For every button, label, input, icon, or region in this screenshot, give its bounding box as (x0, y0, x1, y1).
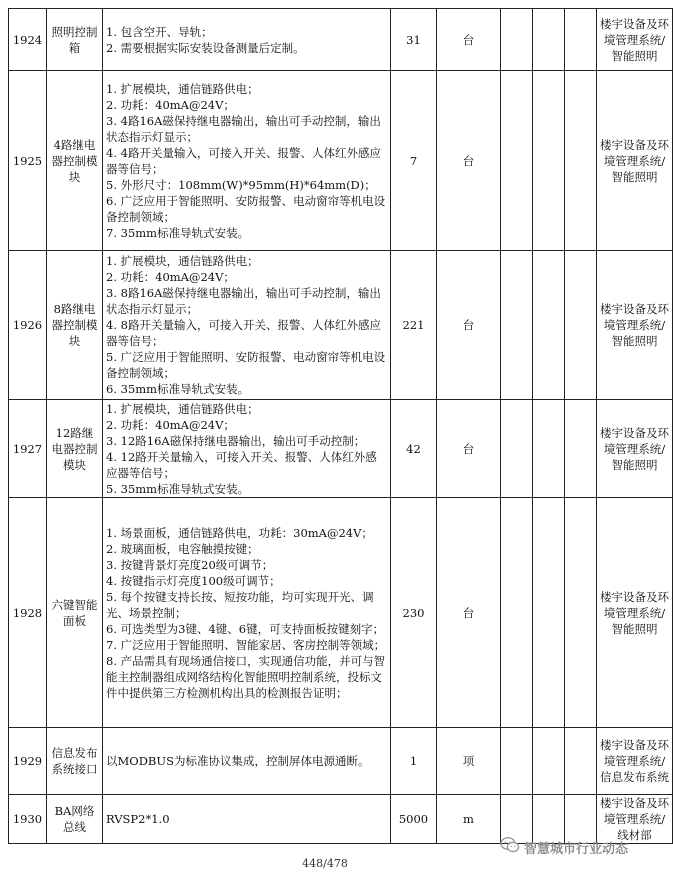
item-description (103, 400, 391, 498)
quantity: 221 (391, 251, 437, 400)
description-line: 4. 12路开关量输入，可接入开关、报警、人体红外感应器等信号； (106, 449, 377, 480)
description-line: 6. 可选类型为3键、4键、6键，可支持面板按键刻字； (106, 621, 385, 636)
watermark-text: 智慧城市行业动态 (523, 841, 628, 857)
category: 楼宇设备及环境管理系统/智能照明 (597, 71, 673, 251)
quantity: 1 (391, 728, 437, 795)
category: 楼宇设备及环境管理系统/智能照明 (597, 400, 673, 498)
row-number: 1930 (9, 795, 47, 844)
description-line: 7. 35mm标准导轨式安装。 (106, 225, 250, 240)
page-number: 448/478 (302, 857, 348, 870)
description-line: 5. 每个按键支持长按、短按功能，均可实现开光、调光、场景控制； (106, 589, 374, 620)
quantity: 31 (391, 9, 437, 71)
description-line: 2. 功耗：40mA@24V； (106, 270, 235, 284)
description-line: 5. 35mm标准导轨式安装。 (106, 481, 250, 496)
empty-cell (501, 71, 533, 251)
description-line: 6. 广泛应用于智能照明、安防报警、电动窗帘等机电设备控制领域； (106, 193, 386, 224)
item-description (103, 498, 391, 728)
description-line: 5. 广泛应用于智能照明、安防报警、电动窗帘等机电设备控制领域； (106, 350, 386, 380)
item-description (103, 251, 391, 400)
table-row (9, 9, 673, 71)
unit: 台 (437, 9, 501, 71)
description-line: 6. 35mm标准导轨式安装。 (106, 382, 250, 396)
description-line: 1. 扩展模块，通信链路供电； (106, 81, 259, 96)
empty-cell (533, 728, 565, 795)
description-line: 1. 场景面板，通信链路供电，功耗：30mA@24V； (106, 525, 373, 540)
empty-cell (501, 400, 533, 498)
category: 楼宇设备及环境管理系统/线材部 (597, 795, 673, 844)
item-name: 8路继电器控制模块 (47, 251, 103, 400)
empty-cell (501, 9, 533, 71)
table-row (9, 498, 673, 728)
empty-cell (533, 251, 565, 400)
watermark (500, 836, 628, 858)
description-line: 2. 功耗：40mA@24V； (106, 97, 235, 112)
description-line: 8. 产品需具有现场通信接口，实现通信功能，并可与智能主控制器组成网络结构化智能照明控制系统，投标文件中提供第三方检测机构出具的检测报告证明； (106, 653, 386, 700)
description-line: RVSP2*1.0 (106, 812, 170, 826)
empty-cell (565, 400, 597, 498)
empty-cell (565, 251, 597, 400)
unit: 台 (437, 71, 501, 251)
item-description (103, 9, 391, 71)
description-line: 3. 按键背景灯亮度20级可调节； (106, 557, 274, 572)
category: 楼宇设备及环境管理系统/信息发布系统 (597, 728, 673, 795)
category: 楼宇设备及环境管理系统/智能照明 (597, 9, 673, 71)
description-line: 1. 扩展模块，通信链路供电； (106, 401, 259, 416)
description-line: 4. 按键指示灯亮度100级可调节； (106, 573, 281, 588)
item-name: 照明控制箱 (47, 9, 103, 71)
description-line: 以MODBUS为标准协议集成，控制屏体电源通断。 (106, 754, 370, 768)
empty-cell (533, 9, 565, 71)
item-description (103, 71, 391, 251)
table-row (9, 400, 673, 498)
row-number: 1924 (9, 9, 47, 71)
quantity: 5000 (391, 795, 437, 844)
description-line: 3. 12路16A磁保持继电器输出，输出可手动控制； (106, 433, 366, 448)
empty-cell (533, 498, 565, 728)
item-name: 4路继电器控制模块 (47, 71, 103, 251)
row-number: 1929 (9, 728, 47, 795)
empty-cell (533, 71, 565, 251)
description-line: 3. 4路16A磁保持继电器输出，输出可手动控制，输出状态指示灯显示； (106, 113, 381, 144)
quantity: 42 (391, 400, 437, 498)
empty-cell (501, 498, 533, 728)
empty-cell (501, 251, 533, 400)
category: 楼宇设备及环境管理系统/智能照明 (597, 251, 673, 400)
unit: m (437, 795, 501, 844)
table-row (9, 251, 673, 400)
item-name: 12路继电器控制模块 (47, 400, 103, 498)
item-description (103, 728, 391, 795)
empty-cell (565, 728, 597, 795)
description-line: 2. 需要根据实际安装设备测量后定制。 (106, 40, 305, 55)
empty-cell (533, 400, 565, 498)
description-line: 1. 包含空开、导轨； (106, 24, 213, 39)
description-line: 7. 广泛应用于智能照明、智能家居、客房控制等领域； (106, 637, 386, 652)
description-line: 2. 功耗：40mA@24V； (106, 417, 235, 432)
unit: 项 (437, 728, 501, 795)
spec-table (8, 8, 673, 844)
description-line: 2. 玻璃面板，电容触摸按键； (106, 541, 259, 556)
table-row (9, 728, 673, 795)
table-row (9, 71, 673, 251)
item-name: 信息发布系统接口 (47, 728, 103, 795)
table-body (9, 9, 673, 844)
description-line: 5. 外形尺寸：108mm(W)*95mm(H)*64mm(D)； (106, 177, 376, 192)
unit: 台 (437, 251, 501, 400)
description-line: 3. 8路16A磁保持继电器输出，输出可手动控制，输出状态指示灯显示； (106, 286, 381, 316)
item-name: 六键智能面板 (47, 498, 103, 728)
empty-cell (565, 498, 597, 728)
empty-cell (565, 9, 597, 71)
row-number: 1927 (9, 400, 47, 498)
unit: 台 (437, 498, 501, 728)
description-line: 4. 8路开关量输入，可接入开关、报警、人体红外感应器等信号； (106, 318, 381, 348)
description-line: 4. 4路开关量输入，可接入开关、报警、人体红外感应器等信号； (106, 145, 381, 176)
empty-cell (501, 728, 533, 795)
description-line: 1. 扩展模块，通信链路供电； (106, 254, 259, 268)
item-name: BA网络总线 (47, 795, 103, 844)
category: 楼宇设备及环境管理系统/智能照明 (597, 498, 673, 728)
row-number: 1926 (9, 251, 47, 400)
quantity: 7 (391, 71, 437, 251)
row-number: 1925 (9, 71, 47, 251)
quantity: 230 (391, 498, 437, 728)
empty-cell (565, 71, 597, 251)
item-description (103, 795, 391, 844)
wechat-icon (500, 836, 520, 858)
unit: 台 (437, 400, 501, 498)
row-number: 1928 (9, 498, 47, 728)
